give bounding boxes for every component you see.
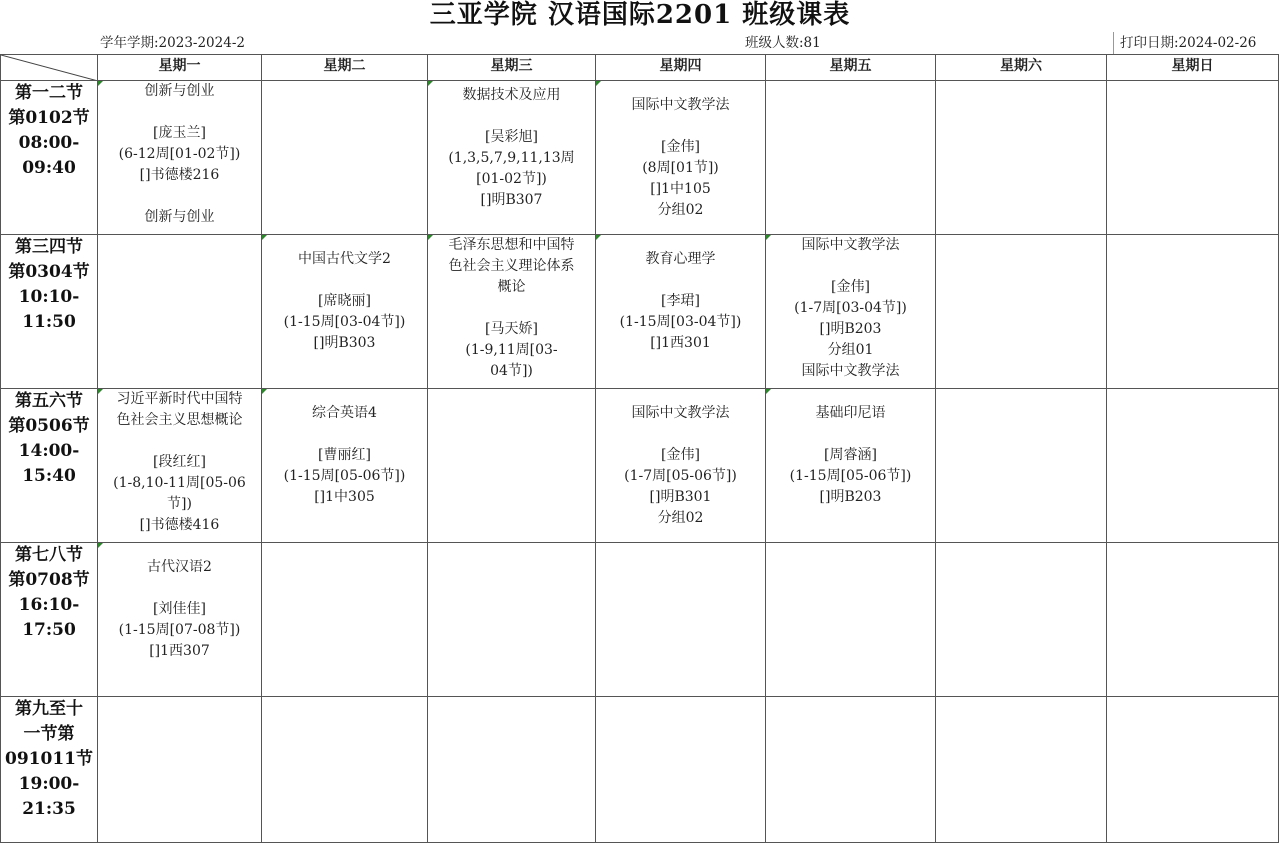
- course-cell-mon-p2: [98, 235, 262, 389]
- course-cell-tue-p3[interactable]: [262, 389, 428, 543]
- course-cell-sat-p4: [936, 543, 1107, 697]
- course-weeks: (1-7周[03-04节]): [794, 300, 907, 316]
- course-name-repeat: 创新与创业: [144, 209, 215, 225]
- course-teacher: [金伟]: [661, 139, 700, 155]
- course-name: 教育心理学: [645, 251, 716, 267]
- course-cell-sat-p1: [936, 81, 1107, 235]
- course-room: []1中305: [314, 489, 375, 505]
- course-cell-wed-p1[interactable]: [428, 81, 596, 235]
- period-row-4: [1, 543, 1279, 697]
- course-weeks: (1-15周[07-08节]): [118, 622, 241, 638]
- course-cell-thu-p1[interactable]: [596, 81, 766, 235]
- course-name: 古代汉语2: [147, 559, 212, 575]
- course-room: []1中105: [650, 181, 711, 197]
- course-room: []明B203: [819, 321, 882, 337]
- course-name: 国际中文教学法: [631, 97, 730, 113]
- course-weeks: (1-15周[03-04节]): [283, 314, 406, 330]
- course-cell-wed-p2[interactable]: [428, 235, 596, 389]
- course-teacher: [刘佳佳]: [153, 601, 206, 617]
- course-cell-mon-p5: [98, 697, 262, 843]
- course-cell-mon-p4[interactable]: [98, 543, 262, 697]
- course-name: 数据技术及应用: [462, 87, 561, 103]
- course-teacher: [金伟]: [831, 279, 870, 295]
- period-label-3: 第五六节 第0506节 14:00- 15:40: [1, 389, 98, 543]
- course-cell-wed-p4: [428, 543, 596, 697]
- course-name: 国际中文教学法: [801, 237, 900, 253]
- course-weeks: (1-15周[05-06节]): [283, 468, 406, 484]
- day-header-sun: 星期日: [1107, 55, 1279, 81]
- course-teacher: [曹丽红]: [318, 447, 371, 463]
- course-weeks: (1-7周[05-06节]): [624, 468, 737, 484]
- course-cell-mon-p3[interactable]: [98, 389, 262, 543]
- course-cell-sat-p3: [936, 389, 1107, 543]
- course-cell-sun-p3: [1107, 389, 1279, 543]
- course-weeks-cont: 节]): [167, 496, 192, 512]
- course-name: 创新与创业: [144, 83, 215, 99]
- diagonal-line: [1, 55, 98, 81]
- period-row-2: [1, 235, 1279, 389]
- course-name-cont: 色社会主义理论体系: [448, 258, 575, 274]
- period-row-3: [1, 389, 1279, 543]
- course-group: 分组02: [657, 202, 704, 218]
- course-name-cont: 色社会主义思想概论: [116, 412, 243, 428]
- course-cell-fri-p3[interactable]: [766, 389, 936, 543]
- course-weeks: (6-12周[01-02节]): [118, 146, 241, 162]
- period-label-2: 第三四节 第0304节 10:10- 11:50: [1, 235, 98, 389]
- course-room: []书德楼216: [139, 167, 220, 183]
- corner-cell: [1, 55, 98, 81]
- course-cell-tue-p2[interactable]: [262, 235, 428, 389]
- course-cell-sun-p2: [1107, 235, 1279, 389]
- course-cell-wed-p3: [428, 389, 596, 543]
- period-label-1: 第一二节 第0102节 08:00- 09:40: [1, 81, 98, 235]
- course-cell-thu-p5: [596, 697, 766, 843]
- course-cell-fri-p1: [766, 81, 936, 235]
- course-teacher: [席晓丽]: [318, 293, 371, 309]
- course-name: 国际中文教学法: [631, 405, 730, 421]
- class-size-label: 班级人数:81: [745, 35, 821, 51]
- day-header-wed: 星期三: [428, 55, 596, 81]
- period-label-5: 第九至十 一节第 091011节 19:00- 21:35: [1, 697, 98, 843]
- page-title: 三亚学院 汉语国际2201 班级课表: [429, 0, 851, 30]
- course-cell-sun-p4: [1107, 543, 1279, 697]
- course-cell-mon-p1[interactable]: [98, 81, 262, 235]
- course-room: []明B203: [819, 489, 882, 505]
- day-header-thu: 星期四: [596, 55, 766, 81]
- course-room: []明B301: [649, 489, 712, 505]
- course-teacher: [庞玉兰]: [153, 125, 206, 141]
- course-teacher: [李珺]: [661, 293, 700, 309]
- course-room: []1西307: [149, 643, 210, 659]
- print-date-label: 打印日期:2024-02-26: [1120, 35, 1257, 51]
- course-cell-fri-p5: [766, 697, 936, 843]
- course-cell-fri-p4: [766, 543, 936, 697]
- day-header-tue: 星期二: [262, 55, 428, 81]
- course-name-repeat: 国际中文教学法: [801, 363, 900, 379]
- term-label: 学年学期:2023-2024-2: [100, 35, 245, 51]
- course-weeks: (1,3,5,7,9,11,13周: [448, 150, 575, 166]
- course-teacher: [吴彩旭]: [485, 129, 538, 145]
- course-name-cont: 概论: [497, 279, 526, 295]
- course-cell-thu-p3[interactable]: [596, 389, 766, 543]
- course-room: []书德楼416: [139, 517, 220, 533]
- course-weeks-cont: [01-02节]): [476, 171, 547, 187]
- course-cell-thu-p2[interactable]: [596, 235, 766, 389]
- course-weeks: (8周[01节]): [642, 160, 719, 176]
- course-cell-tue-p4: [262, 543, 428, 697]
- course-cell-tue-p5: [262, 697, 428, 843]
- course-room: []1西301: [650, 335, 711, 351]
- course-name: 中国古代文学2: [298, 251, 391, 267]
- course-weeks: (1-15周[05-06节]): [789, 468, 912, 484]
- course-teacher: [周睿涵]: [824, 447, 877, 463]
- course-group: 分组02: [657, 510, 704, 526]
- course-cell-sun-p5: [1107, 697, 1279, 843]
- day-header-fri: 星期五: [766, 55, 936, 81]
- course-name: 基础印尼语: [815, 405, 886, 421]
- course-cell-tue-p1: [262, 81, 428, 235]
- course-name: 毛泽东思想和中国特: [448, 237, 575, 253]
- course-cell-sat-p2: [936, 235, 1107, 389]
- course-weeks: (1-15周[03-04节]): [619, 314, 742, 330]
- course-cell-wed-p5: [428, 697, 596, 843]
- course-teacher: [马天娇]: [485, 321, 538, 337]
- course-group: 分组01: [827, 342, 874, 358]
- day-header-row: [1, 55, 1279, 81]
- course-weeks: (1-9,11周[03-: [465, 342, 558, 358]
- course-cell-sat-p5: [936, 697, 1107, 843]
- course-name: 习近平新时代中国特: [116, 391, 243, 407]
- course-name: 综合英语4: [312, 405, 377, 421]
- period-row-1: [1, 81, 1279, 235]
- day-header-sat: 星期六: [936, 55, 1107, 81]
- info-divider: [1113, 32, 1114, 54]
- course-room: []明B303: [313, 335, 376, 351]
- course-room: []明B307: [480, 192, 543, 208]
- course-teacher: [段红红]: [153, 454, 206, 470]
- course-weeks: (1-8,10-11周[05-06: [113, 475, 246, 491]
- period-label-4: 第七八节 第0708节 16:10- 17:50: [1, 543, 98, 697]
- course-cell-fri-p2[interactable]: [766, 235, 936, 389]
- day-header-mon: 星期一: [98, 55, 262, 81]
- course-teacher: [金伟]: [661, 447, 700, 463]
- course-weeks-cont: 04节]): [490, 363, 533, 379]
- timetable: [0, 54, 1279, 843]
- course-cell-sun-p1: [1107, 81, 1279, 235]
- course-cell-thu-p4: [596, 543, 766, 697]
- period-row-5: [1, 697, 1279, 843]
